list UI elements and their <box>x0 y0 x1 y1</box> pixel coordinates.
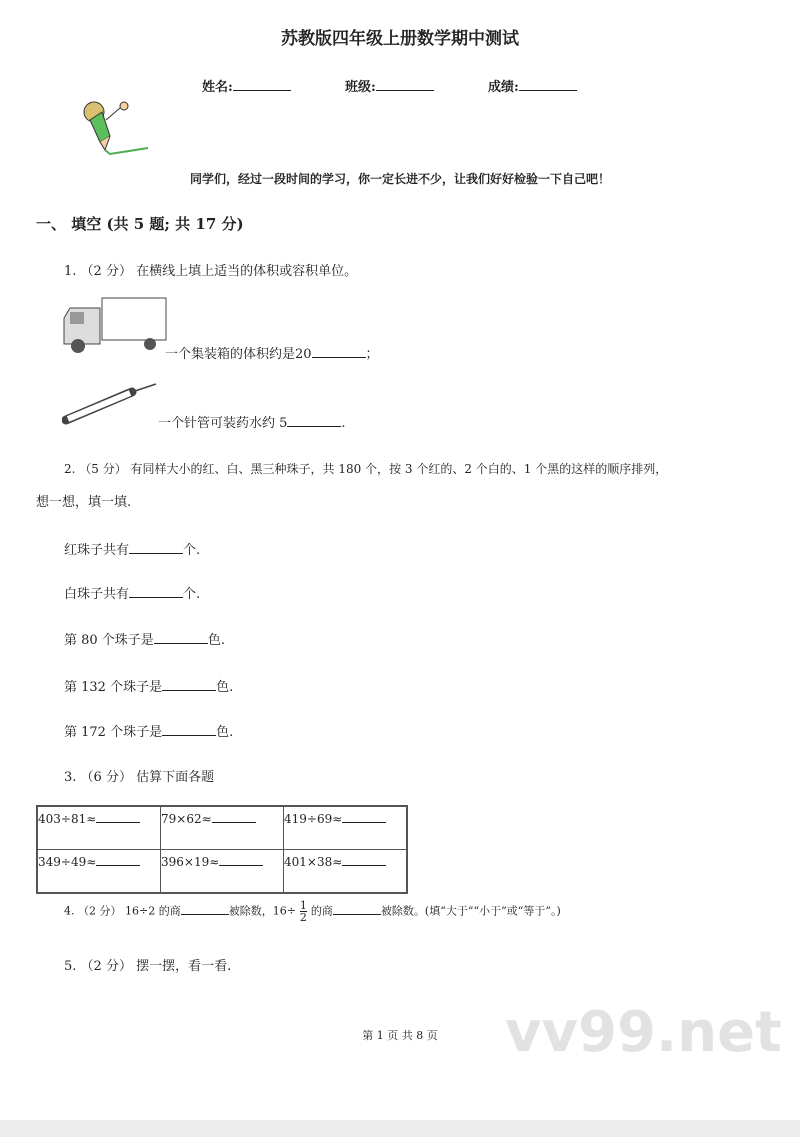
table-cell: 349÷49≈ <box>37 850 161 894</box>
q1-b: 一个针管可装药水约 5 . <box>158 416 346 431</box>
table-cell: 401×38≈ <box>284 850 408 894</box>
q2-line1: 2. （5 分） 有同样大小的红、白、黑三种珠子，共 180 个，按 3 个红的、2 个白的、1 个黑的这样的顺序排列， <box>64 462 668 476</box>
answer-blank[interactable] <box>154 631 208 644</box>
answer-blank[interactable] <box>212 811 256 823</box>
score-field <box>488 76 577 95</box>
q2-item: 白珠子共有 个. <box>64 587 201 602</box>
answer-blank[interactable] <box>162 723 216 736</box>
page-footer: 第 1 页 共 8 页 <box>362 1029 438 1042</box>
class-field <box>345 76 434 95</box>
class-blank <box>376 78 434 91</box>
answer-blank[interactable] <box>129 585 183 598</box>
pencil-mascot-icon <box>80 98 152 156</box>
table-cell: 79×62≈ <box>161 806 284 850</box>
answer-blank[interactable] <box>181 902 229 915</box>
answer-blank[interactable] <box>162 678 216 691</box>
table-cell: 396×19≈ <box>161 850 284 894</box>
q1-a: 一个集装箱的体积约是20 ； <box>165 347 379 362</box>
q2-item: 第 172 个珠子是 色. <box>64 725 234 740</box>
class-label: 班级: <box>345 80 376 95</box>
page-bottom-edge <box>0 1120 800 1137</box>
q5-label: 5. （2 分） 摆一摆，看一看. <box>64 959 232 974</box>
answer-blank[interactable] <box>342 811 386 823</box>
answer-blank[interactable] <box>333 902 381 915</box>
table-row <box>37 850 407 894</box>
answer-blank[interactable] <box>96 854 140 866</box>
table-cell: 419÷69≈ <box>284 806 408 850</box>
answer-blank[interactable] <box>96 811 140 823</box>
answer-blank[interactable] <box>129 541 183 554</box>
name-blank <box>233 78 291 91</box>
truck-image <box>60 296 168 358</box>
watermark: vv99.net <box>505 1000 782 1065</box>
syringe-image <box>62 382 158 428</box>
q3-label: 3. （6 分） 估算下面各题 <box>64 770 215 785</box>
score-blank <box>519 78 577 91</box>
answer-blank[interactable] <box>342 854 386 866</box>
answer-blank[interactable] <box>312 345 366 358</box>
table-row <box>37 806 407 850</box>
section-heading: 一、 填空 (共 5 题; 共 17 分) <box>36 215 244 233</box>
answer-blank[interactable] <box>219 854 263 866</box>
slogan: 同学们，经过一段时间的学习，你一定长进不少，让我们好好检验一下自己吧！ <box>189 172 610 186</box>
fraction: $\frac{1}{2}$ <box>299 899 307 924</box>
page-title: 苏教版四年级上册数学期中测试 <box>281 29 519 49</box>
q2-item: 第 132 个珠子是 色. <box>64 680 234 695</box>
q2-line2: 想一想，填一填. <box>36 495 132 510</box>
table-cell: 403÷81≈ <box>37 806 161 850</box>
estimation-table <box>36 805 408 894</box>
answer-blank[interactable] <box>287 414 341 427</box>
name-field <box>202 76 291 95</box>
name-label: 姓名: <box>202 80 233 95</box>
q2-item: 红珠子共有 个. <box>64 543 201 558</box>
q4: 4. （2 分） 16÷2 的商 被除数，16÷ $\frac{1}{2}$ 的商 被除数。(填“大于”“小于”或“等于”。) <box>64 899 561 924</box>
q1-label: 1. （2 分） 在横线上填上适当的体积或容积单位。 <box>64 264 358 279</box>
score-label: 成绩: <box>488 80 519 95</box>
q2-item: 第 80 个珠子是 色. <box>64 633 225 648</box>
